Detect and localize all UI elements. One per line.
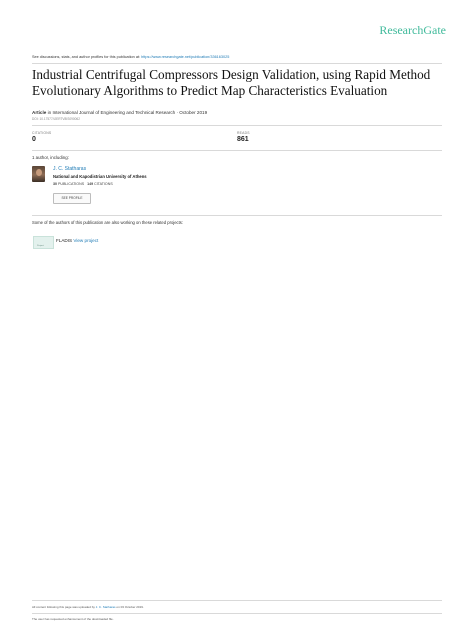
publication-title: Industrial Centrifugal Compressors Design Validation, using Rapid Method Evolutionary Algorithms to Predict Map Characteristics Evaluation — [32, 67, 431, 98]
project-icon — [33, 236, 54, 249]
project-item — [56, 238, 98, 243]
citations-label: CITATIONS — [32, 131, 52, 135]
see-profile-button[interactable]: SEE PROFILE — [53, 193, 91, 204]
uploader-link[interactable]: J. C. Statharas — [95, 605, 116, 609]
view-project-link[interactable]: View project — [73, 238, 99, 243]
researchgate-logo[interactable]: ResearchGate — [379, 23, 446, 37]
upload-note-suffix: on 03 October 2019. — [115, 605, 144, 609]
divider-bottom — [32, 613, 442, 614]
author-name[interactable]: J. C. Statharas — [53, 166, 87, 172]
publication-link[interactable]: https://www.researchgate.net/publication/336163025 — [141, 55, 230, 59]
author-avatar[interactable] — [32, 166, 45, 182]
article-type: Article — [32, 110, 47, 115]
citations-value: 0 — [32, 136, 36, 143]
author-publications-label: PUBLICATIONS — [57, 182, 85, 186]
top-note — [32, 55, 229, 59]
article-prefix: in — [46, 110, 53, 115]
divider-top — [32, 63, 442, 64]
author-publications-count: 30 — [53, 182, 57, 186]
doi: DOI: 10.17577/IJERTV8IS090062 — [32, 117, 80, 121]
enhancement-note: The user has requested enhancement of the downloaded file. — [32, 617, 114, 621]
authors-heading: 1 author, including: — [32, 155, 69, 160]
projects-heading: Some of the authors of this publication are also working on these related projects: — [32, 220, 184, 225]
project-name: FLADIS — [56, 238, 73, 243]
article-info — [32, 110, 207, 115]
top-note-text: See discussions, stats, and author profiles for this publication at: — [32, 55, 142, 59]
author-stats — [53, 182, 113, 186]
divider-footer — [32, 600, 442, 601]
reads-value: 861 — [237, 136, 249, 143]
upload-note — [32, 605, 144, 609]
author-citations-count: 149 — [87, 182, 94, 186]
upload-note-prefix: All content following this page was uploaded by — [32, 605, 96, 609]
divider-stats — [32, 125, 442, 126]
author-institution: National and Kapodistrian University of Athens — [53, 174, 147, 179]
divider-projects — [32, 215, 442, 216]
journal-name: International Journal of Engineering and Technical Research · October 2019 — [52, 110, 208, 115]
reads-label: READS — [237, 131, 250, 135]
divider-authors — [32, 150, 442, 151]
author-citations-label: CITATIONS — [93, 182, 113, 186]
project-icon-label: Project — [37, 244, 44, 247]
